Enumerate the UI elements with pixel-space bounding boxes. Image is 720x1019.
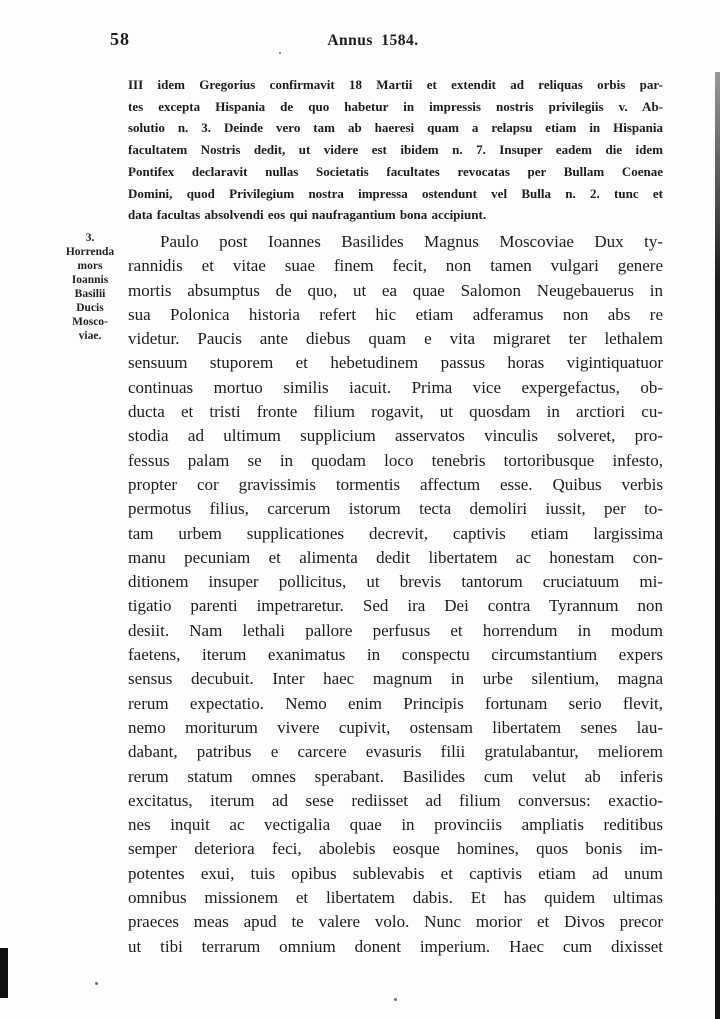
margin-note	[45, 231, 135, 343]
text-line: tigatio parenti impetraretur. Sed ira Dei contra Tyrannum non	[128, 596, 663, 616]
text-line: propter cor gravissimis tormentis affectum esse. Quibus verbis	[128, 474, 663, 494]
text-line: excitatus, iterum ad sese rediisset ad filium conversus: exactio-	[128, 790, 663, 810]
text-line: rerum statum omnes sperabant. Basilides cum velut ab inferis	[128, 766, 663, 786]
text-line: omnibus missionem et libertatem dabis. Et has quidem ultimas	[128, 888, 663, 908]
text-line: facultatem Nostris dedit, ut videre est ibidem n. 7. Insuper eadem die idem	[128, 142, 663, 158]
text-line: sensus decubuit. Inter haec magnum in urbe silentium, magna	[128, 669, 663, 689]
text-line: permotus filius, carcerum istorum tecta demoliri iussit, per to-	[128, 499, 663, 519]
text-line: tes excepta Hispania de quo habetur in impressis nostris privilegiis v. Ab-	[128, 98, 663, 114]
margin-note-line: Mosco-	[72, 316, 108, 328]
text-line: rannidis et vitae suae finem fecit, non tamen vulgari genere	[128, 256, 663, 276]
margin-note-line: mors	[77, 260, 103, 272]
margin-note-line: Ducis	[76, 302, 104, 314]
text-line: praeces meas apud te valere volo. Nunc morior et Divos precor	[128, 912, 663, 932]
text-line: stodia ad ultimum supplicium asservatos vinculis solveret, pro-	[128, 426, 663, 446]
scan-speck	[95, 982, 98, 985]
text-line: rerum expectatio. Nemo enim Principis fortunam serio flevit,	[128, 693, 663, 713]
text-line: dabant, patribus e carcere evasuris filii gratulabantur, meliorem	[128, 742, 663, 762]
text-line: continuas mortuo similis iacuit. Prima vice expergefactus, ob-	[128, 377, 663, 397]
scan-speck	[394, 998, 397, 1001]
text-line: ut tibi terrarum omnium donent imperium. Haec cum dixisset	[128, 936, 663, 956]
text-line: nes inquit ac vectigalia quae in provinciis ampliatis reditibus	[128, 815, 663, 835]
text-line: solutio n. 3. Deinde vero tam ab haeresi quam a relapsu etiam in Hispania	[128, 120, 663, 136]
scan-edge-left-bar	[0, 948, 8, 998]
text-line: tam urbem supplicationes decrevit, captivis etiam largissima	[128, 523, 663, 543]
text-line: sensuum stuporem et hebetudinem passus horas vigintiquatuor	[128, 353, 663, 373]
text-line: III idem Gregorius confirmavit 18 Martii et extendit ad reliquas orbis par-	[128, 77, 663, 92]
scan-speck	[279, 52, 281, 54]
text-line: Paulo post Ioannes Basilides Magnus Moscoviae Dux ty-	[160, 232, 663, 251]
text-line: sua Polonica historia refert hic etiam adferamus non abs re	[128, 304, 663, 324]
margin-note-line: Ioannis	[71, 274, 109, 286]
text-line: manu pecuniam et alimenta dedit libertatem ac honestam con-	[128, 547, 663, 567]
scan-edge-right	[715, 72, 720, 1019]
margin-note-line: Horrenda	[65, 246, 115, 258]
text-line: mortis absumptus de quo, ut ea quae Salomon Neugebauerus in	[128, 280, 663, 300]
page-number: 58	[110, 29, 130, 49]
body-paragraph	[128, 230, 663, 959]
text-line: data facultas absolvendi eos qui naufragantium bona accipiunt.	[128, 207, 487, 223]
text-line: ducta et tristi fronte filium rogavit, ut quosdam in arctiori cu-	[128, 402, 663, 422]
margin-note-line: Basilii	[74, 288, 106, 300]
intro-note-paragraph	[128, 74, 663, 226]
text-line: faetens, iterum exanimatus in conspectu circumstantium expers	[128, 645, 663, 665]
text-line: Domini, quod Privilegium nostra impressa ostendunt vel Bulla n. 2. tunc et	[128, 185, 663, 201]
running-title: Annus 1584.	[327, 32, 419, 49]
text-line: semper deteriora feci, abolebis eosque homines, quos bonis im-	[128, 839, 663, 859]
text-line: Pontifex declaravit nullas Societatis facultates revocatas per Bullam Coenae	[128, 163, 663, 179]
text-line: potentes exui, tuis opibus sublevabis et captivis etiam ad unum	[128, 863, 663, 883]
text-line: ditionem insuper pollicitus, ut brevis tantorum cruciatuum mi-	[128, 572, 663, 592]
text-line: nemo moriturum vivere cupivit, ostensam libertatem senes lau-	[128, 717, 663, 737]
margin-note-line: 3.	[85, 232, 95, 244]
text-line: desiit. Nam lethali pallore perfusus et horrendum in modum	[128, 620, 663, 640]
text-line: videtur. Paucis ante diebus quam e vita migraret ter lethalem	[128, 329, 663, 349]
margin-note-line: viae.	[78, 330, 102, 342]
text-line: fessus palam se in quodam loco tenebris tortoribusque infesto,	[128, 450, 663, 470]
